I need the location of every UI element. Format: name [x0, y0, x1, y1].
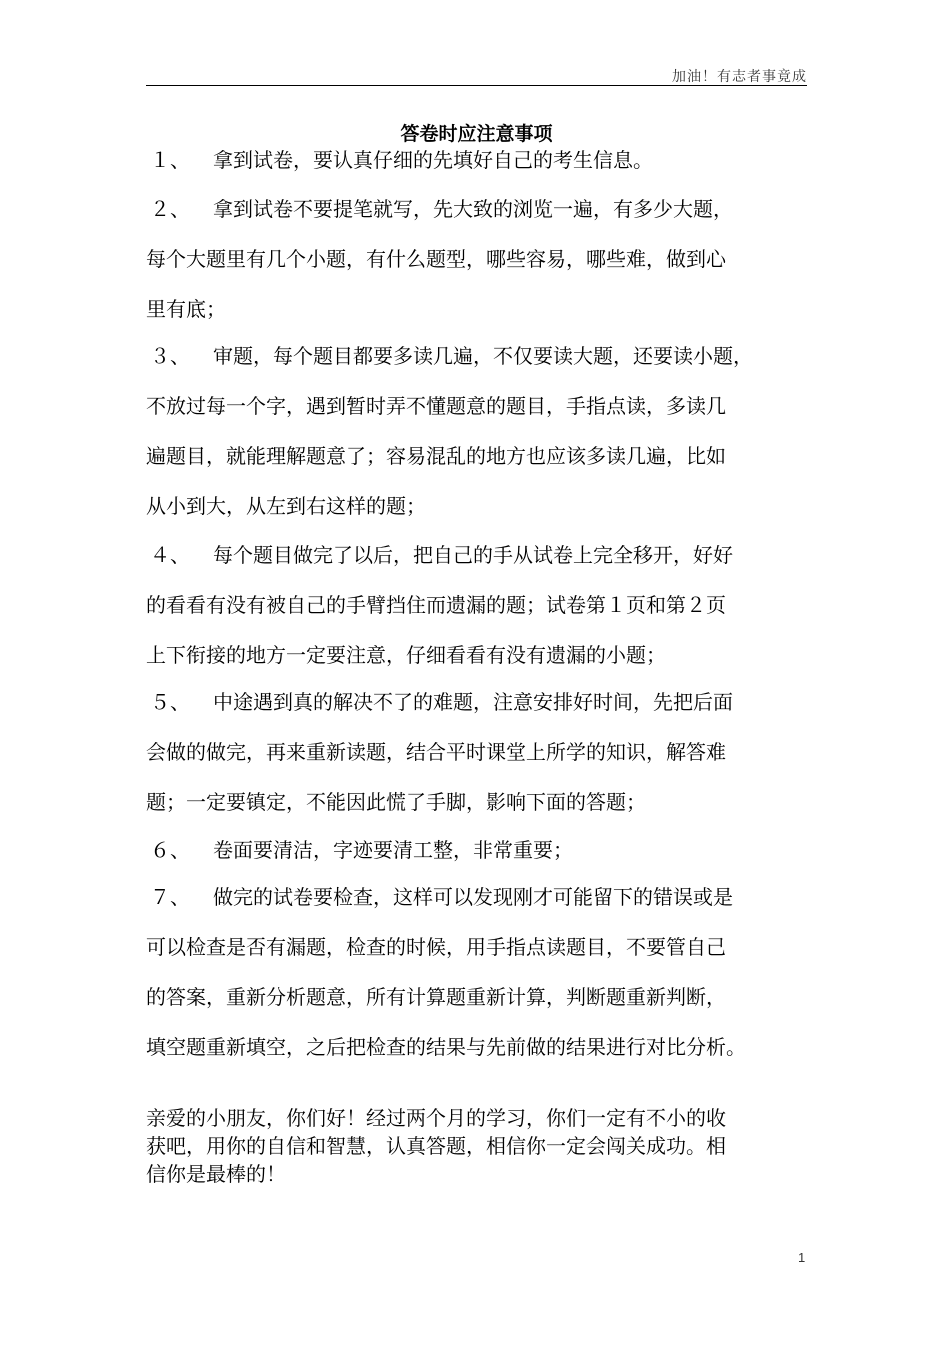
item-line: 上下衔接的地方一定要注意，仔细看看有没有遗漏的小题； [146, 643, 666, 667]
item-number: １、 [150, 148, 190, 172]
item-line: 题；一定要镇定，不能因此慌了手脚，影响下面的答题； [146, 790, 646, 814]
item-line [146, 677, 836, 727]
list-item-3 [146, 331, 836, 531]
item-text: 做完的试卷要检查，这样可以发现刚才可能留下的错误或是 [213, 885, 733, 909]
item-number: ２、 [150, 197, 190, 221]
document-title: 答卷时应注意事项 [400, 123, 553, 145]
list-item-4 [146, 530, 836, 680]
item-line: 每个大题里有几个小题，有什么题型，哪些容易，哪些难，做到心 [146, 247, 726, 271]
item-number: ５、 [150, 690, 190, 714]
list-item-2 [146, 184, 836, 334]
closing-paragraph [146, 1104, 836, 1188]
item-line [146, 184, 836, 234]
item-line [146, 825, 836, 875]
list-item-1 [146, 135, 836, 185]
page-header-text: 加油！有志者事竟成 [672, 69, 807, 85]
closing-line: 亲爱的小朋友，你们好！经过两个月的学习，你们一定有不小的收 [146, 1106, 726, 1130]
item-line [146, 135, 836, 185]
item-text: 拿到试卷不要提笔就写，先大致的浏览一遍，有多少大题， [213, 197, 733, 221]
list-item-6 [146, 825, 836, 875]
item-line: 的看看有没有被自己的手臂挡住而遗漏的题；试卷第１页和第２页 [146, 593, 726, 617]
page-number: 1 [798, 1250, 806, 1265]
item-line: 遍题目，就能理解题意了；容易混乱的地方也应该多读几遍，比如 [146, 444, 726, 468]
item-number: ４、 [150, 543, 190, 567]
item-number: ７、 [150, 885, 190, 909]
closing-line: 获吧，用你的自信和智慧，认真答题，相信你一定会闯关成功。相 [146, 1134, 726, 1158]
item-number: ３、 [150, 344, 190, 368]
item-text: 卷面要清洁，字迹要清工整，非常重要； [213, 838, 573, 862]
item-line [146, 331, 836, 381]
closing-line: 信你是最棒的！ [146, 1162, 286, 1186]
item-line: 从小到大，从左到右这样的题； [146, 494, 426, 518]
item-line: 填空题重新填空，之后把检查的结果与先前做的结果进行对比分析。 [146, 1035, 746, 1059]
item-text: 中途遇到真的解决不了的难题，注意安排好时间，先把后面 [213, 690, 733, 714]
item-line [146, 530, 836, 580]
list-item-7 [146, 872, 836, 1072]
item-line: 里有底； [146, 297, 226, 321]
item-number: ６、 [150, 838, 190, 862]
item-line: 可以检查是否有漏题，检查的时候，用手指点读题目，不要管自己 [146, 935, 726, 959]
item-line: 会做的做完，再来重新读题，结合平时课堂上所学的知识，解答难 [146, 740, 726, 764]
list-item-5 [146, 677, 836, 827]
item-line: 不放过每一个字，遇到暂时弄不懂题意的题目，手指点读，多读几 [146, 394, 726, 418]
item-text: 每个题目做完了以后，把自己的手从试卷上完全移开，好好 [213, 543, 733, 567]
item-text: 审题，每个题目都要多读几遍，不仅要读大题，还要读小题， [213, 344, 753, 368]
item-line: 的答案，重新分析题意，所有计算题重新计算，判断题重新判断， [146, 985, 726, 1009]
item-line [146, 872, 836, 922]
header-rule [146, 85, 807, 86]
item-text: 拿到试卷，要认真仔细的先填好自己的考生信息。 [213, 148, 653, 172]
